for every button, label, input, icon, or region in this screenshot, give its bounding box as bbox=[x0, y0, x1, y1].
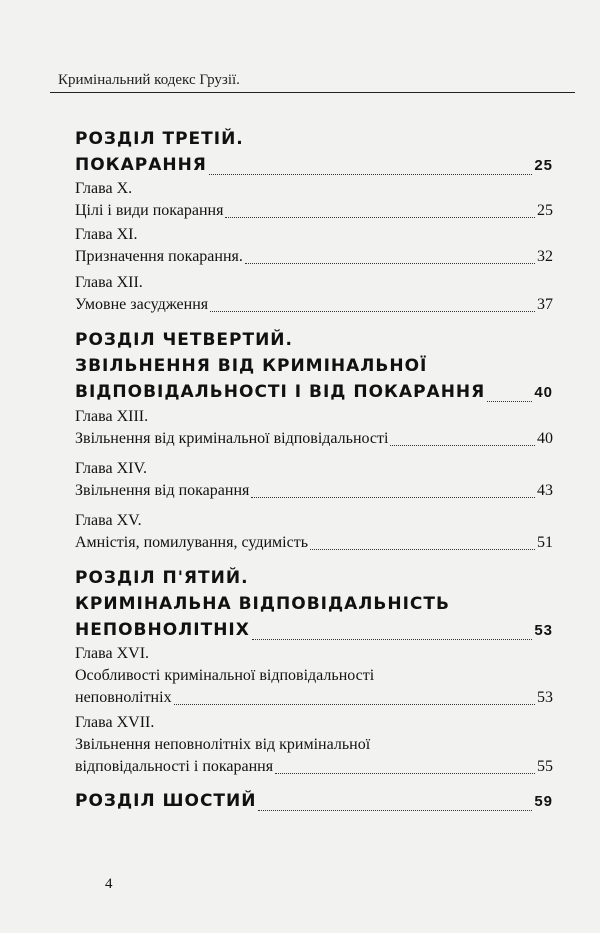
chapter-title: відповідальності і покарання bbox=[75, 758, 274, 775]
section-heading: РОЗДІЛ ТРЕТІЙ. bbox=[75, 129, 244, 149]
toc-chapter-12[interactable] bbox=[75, 272, 553, 316]
toc-chapter-11[interactable] bbox=[75, 224, 553, 268]
chapter-title: Призначення покарання. bbox=[75, 248, 243, 265]
toc-chapter-15[interactable] bbox=[75, 510, 553, 554]
leader-dots bbox=[390, 445, 535, 446]
section-heading: РОЗДІЛ П'ЯТИЙ. bbox=[75, 568, 249, 588]
section-title: ВІДПОВІДАЛЬНОСТІ І ВІД ПОКАРАННЯ bbox=[75, 382, 486, 402]
leader-dots bbox=[174, 704, 535, 705]
page-number: 51 bbox=[537, 534, 553, 551]
chapter-title: Амністія, помилування, судимість bbox=[75, 534, 308, 551]
toc-chapter-16[interactable] bbox=[75, 643, 553, 709]
leader-dots bbox=[258, 810, 532, 811]
page-footer-number: 4 bbox=[105, 876, 113, 892]
chapter-label: Глава XII. bbox=[75, 274, 143, 291]
page-number: 40 bbox=[534, 384, 553, 401]
chapter-label: Глава XV. bbox=[75, 512, 142, 529]
section-heading: РОЗДІЛ ШОСТИЙ bbox=[75, 791, 257, 811]
page-number: 53 bbox=[534, 622, 553, 639]
toc-chapter-13[interactable] bbox=[75, 406, 553, 450]
chapter-label: Глава XVI. bbox=[75, 645, 150, 662]
page-number: 55 bbox=[537, 758, 553, 775]
page-number: 25 bbox=[534, 157, 553, 174]
leader-dots bbox=[210, 311, 535, 312]
toc-chapter-10[interactable] bbox=[75, 178, 553, 222]
toc-section-5[interactable] bbox=[75, 565, 553, 644]
toc-section-3[interactable] bbox=[75, 126, 553, 179]
leader-dots bbox=[275, 773, 535, 774]
section-heading: РОЗДІЛ ЧЕТВЕРТИЙ. bbox=[75, 330, 293, 350]
page-number: 37 bbox=[537, 296, 553, 313]
leader-dots bbox=[487, 401, 532, 402]
leader-dots bbox=[251, 497, 535, 498]
chapter-title: Звільнення від кримінальної відповідальності bbox=[75, 430, 389, 447]
chapter-title: Особливості кримінальної відповідальності bbox=[75, 667, 375, 684]
page-number: 40 bbox=[537, 430, 553, 447]
running-header: Кримінальний кодекс Грузії. bbox=[58, 72, 240, 88]
toc-section-6[interactable] bbox=[75, 788, 553, 815]
section-title: ПОКАРАННЯ bbox=[75, 155, 207, 175]
chapter-label: Глава XIII. bbox=[75, 408, 149, 425]
page-number: 43 bbox=[537, 482, 553, 499]
section-title: КРИМІНАЛЬНА ВІДПОВІДАЛЬНІСТЬ bbox=[75, 594, 450, 614]
chapter-label: Глава X. bbox=[75, 180, 133, 197]
chapter-title: неповнолітніх bbox=[75, 689, 172, 706]
section-title: ЗВІЛЬНЕННЯ ВІД КРИМІНАЛЬНОЇ bbox=[75, 356, 428, 376]
page-number: 32 bbox=[537, 248, 553, 265]
leader-dots bbox=[252, 639, 532, 640]
chapter-title: Умовне засудження bbox=[75, 296, 209, 313]
toc-section-4[interactable] bbox=[75, 327, 553, 406]
chapter-label: Глава XI. bbox=[75, 226, 138, 243]
toc-chapter-14[interactable] bbox=[75, 458, 553, 502]
leader-dots bbox=[225, 217, 535, 218]
chapter-title: Звільнення від покарання bbox=[75, 482, 250, 499]
leader-dots bbox=[245, 263, 535, 264]
toc-chapter-17[interactable] bbox=[75, 712, 553, 778]
section-title: НЕПОВНОЛІТНІХ bbox=[75, 620, 250, 640]
chapter-title: Цілі і види покарання bbox=[75, 202, 224, 219]
chapter-label: Глава XVII. bbox=[75, 714, 155, 731]
page-number: 59 bbox=[534, 793, 553, 810]
page-number: 25 bbox=[537, 202, 553, 219]
chapter-title: Звільнення неповнолітніх від кримінальної bbox=[75, 736, 371, 753]
header-rule bbox=[50, 92, 575, 93]
leader-dots bbox=[310, 549, 535, 550]
page-number: 53 bbox=[537, 689, 553, 706]
chapter-label: Глава XIV. bbox=[75, 460, 147, 477]
leader-dots bbox=[209, 174, 532, 175]
